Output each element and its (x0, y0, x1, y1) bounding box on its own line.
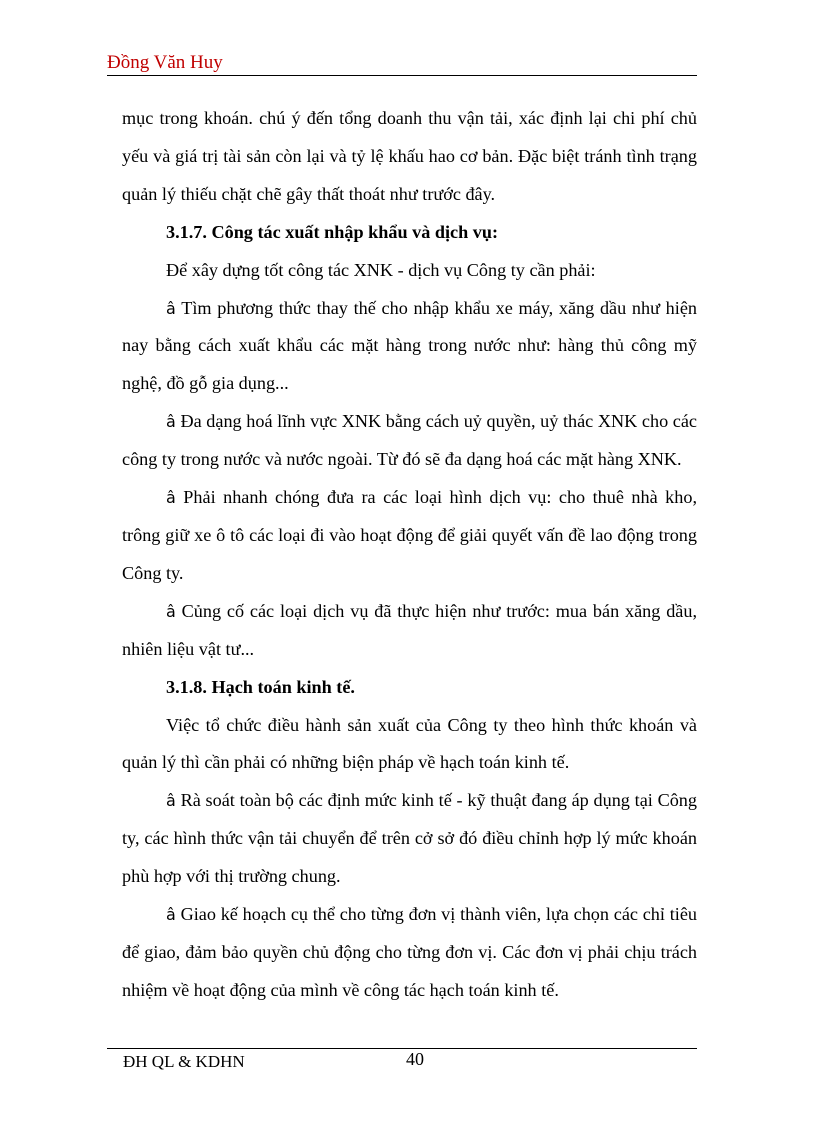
bullet-item (122, 479, 697, 593)
bullet-icon: â (166, 488, 176, 508)
section-heading-3-1-7: 3.1.7. Công tác xuất nhập khẩu và dịch vụ: (166, 221, 499, 242)
footer-institution: ĐH QL & KDHN (123, 1052, 245, 1071)
bullet-item (122, 593, 697, 669)
bullet-text: Củng cố các loại dịch vụ đã thực hiện như trước: mua bán xăng dầu, nhiên liệu vật tư... (122, 600, 697, 659)
page-content (122, 100, 697, 1010)
bullet-text: Giao kế hoạch cụ thể cho từng đơn vị thành viên, lựa chọn các chỉ tiêu để giao, đảm bảo quyền chủ động cho từng đơn vị. Các đơn vị phải chịu trách nhiệm về hoạt động của mình về công tác hạch toán kinh tế. (122, 904, 697, 1000)
paragraph-intro: Để xây dựng tốt công tác XNK - dịch vụ Công ty cần phải: (166, 259, 596, 280)
paragraph-continuation: mục trong khoán. chú ý đến tổng doanh thu vận tải, xác định lại chi phí chủ yếu và giá trị tài sản còn lại và tỷ lệ khấu hao cơ bản. Đặc biệt tránh tình trạng quản lý thiếu chặt chẽ gây thất thoát như trước đây. (122, 108, 697, 204)
bullet-item (122, 290, 697, 404)
header-rule (107, 75, 697, 76)
bullet-icon: â (166, 412, 176, 432)
bullet-text: Rà soát toàn bộ các định mức kinh tế - kỹ thuật đang áp dụng tại Công ty, các hình thức vận tải chuyển để trên cở sở đó điều chỉnh hợp lý mức khoán phù hợp với thị trường chung. (122, 790, 697, 887)
bullet-icon: â (166, 601, 176, 621)
header-author: Đồng Văn Huy (107, 52, 223, 73)
bullet-icon: â (166, 791, 176, 811)
bullet-item (122, 403, 697, 479)
bullet-text: Đa dạng hoá lĩnh vực XNK bằng cách uỷ quyền, uỷ thác XNK cho các công ty trong nước và nước ngoài. Từ đó sẽ đa dạng hoá các mặt hàng XNK. (122, 411, 698, 470)
page-number: 40 (406, 1049, 424, 1069)
section-heading-3-1-8: 3.1.8. Hạch toán kinh tế. (166, 676, 355, 697)
footer-rule (107, 1048, 697, 1049)
bullet-text: Tìm phương thức thay thế cho nhập khẩu xe máy, xăng dầu như hiện nay bằng cách xuất khẩu các mặt hàng trong nước như: hàng thủ công mỹ nghệ, đồ gỗ gia dụng... (122, 297, 697, 394)
bullet-icon: â (166, 905, 176, 925)
bullet-icon: â (166, 298, 176, 318)
paragraph-body: Việc tổ chức điều hành sản xuất của Công ty theo hình thức khoán và quản lý thì cần phải có những biện pháp về hạch toán kinh tế. (122, 714, 697, 773)
bullet-text: Phải nhanh chóng đưa ra các loại hình dịch vụ: cho thuê nhà kho, trông giữ xe ô tô các loại đi vào hoạt động để giải quyết vấn đề lao động trong Công ty. (122, 487, 698, 583)
bullet-item (122, 896, 697, 1010)
bullet-item (122, 782, 697, 896)
